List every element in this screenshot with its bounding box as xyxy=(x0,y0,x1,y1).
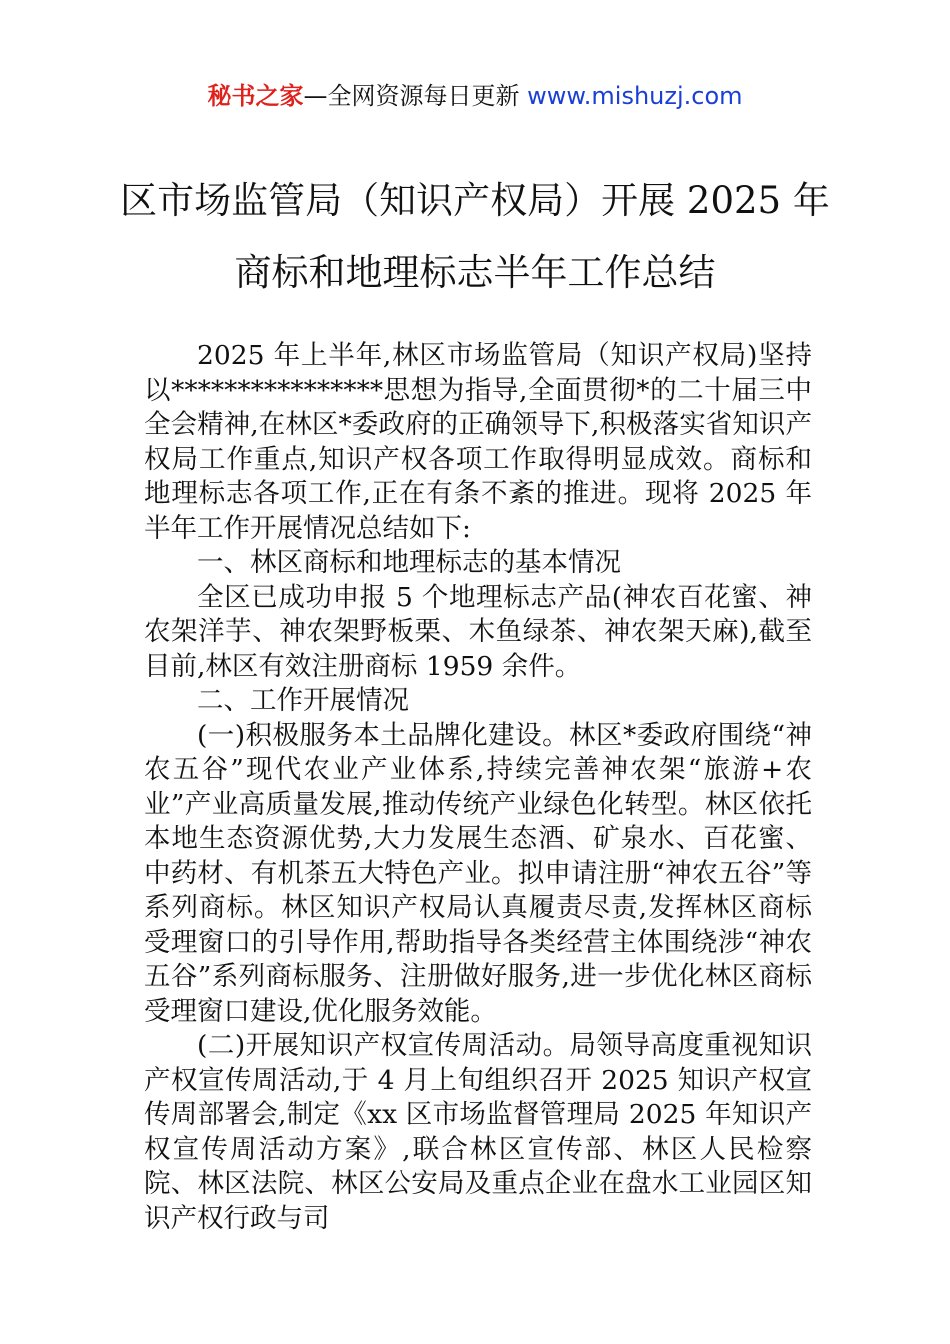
document-body xyxy=(144,339,812,1236)
paragraph-intro: 2025 年上半年,林区市场监管局（知识产权局)坚持以****************思想为指导,全面贯彻*的二十届三中全会精神,在林区*委政府的正确领导下,积极落实省知识产权局工作重点,知识产权各项工作取得明显成效。商标和地理标志各项工作,正在有条不紊的推进。现将 2025 年半年工作开展情况总结如下: xyxy=(144,340,812,544)
section-heading-2: 二、工作开展情况 xyxy=(197,685,409,716)
site-header xyxy=(0,80,950,112)
site-brand: 秘书之家 xyxy=(207,82,304,110)
paragraph-ip-week: (二)开展知识产权宣传周活动。局领导高度重视知识产权宣传周活动,于 4 月上旬组织召开 2025 知识产权宣传周部署会,制定《xx 区市场监督管理局 2025 年知识产权宣传周活动方案》,联合林区宣传部、林区人民检察院、林区法院、林区公安局及重点企业在盘水工业园区知识产权行政与司 xyxy=(144,1030,812,1234)
section-heading-1: 一、林区商标和地理标志的基本情况 xyxy=(197,547,621,578)
site-url-link[interactable]: www.mishuzj.com xyxy=(527,82,743,110)
paragraph-basic-situation: 全区已成功申报 5 个地理标志产品(神农百花蜜、神农架洋芋、神农架野板栗、木鱼绿茶、神农架天麻),截至目前,林区有效注册商标 1959 余件。 xyxy=(144,581,812,682)
document-title-line-1: 区市场监管局（知识产权局）开展 2025 年 xyxy=(120,179,830,222)
document-title-line-2: 商标和地理标志半年工作总结 xyxy=(234,251,716,294)
paragraph-brand-building: (一)积极服务本土品牌化建设。林区*委政府围绕“神农五谷”现代农业产业体系,持续完善神农架“旅游+农业”产业高质量发展,推动传统产业绿色化转型。林区依托本地生态资源优势,大力发展生态酒、矿泉水、百花蜜、中药材、有机茶五大特色产业。拟申请注册“神农五谷”等系列商标。林区知识产权局认真履责尽责,发挥林区商标受理窗口的引导作用,帮助指导各类经营主体围绕涉“神农五谷”系列商标服务、注册做好服务,进一步优化林区商标受理窗口建设,优化服务效能。 xyxy=(144,719,812,1027)
site-tagline: —全网资源每日更新 xyxy=(303,82,520,110)
